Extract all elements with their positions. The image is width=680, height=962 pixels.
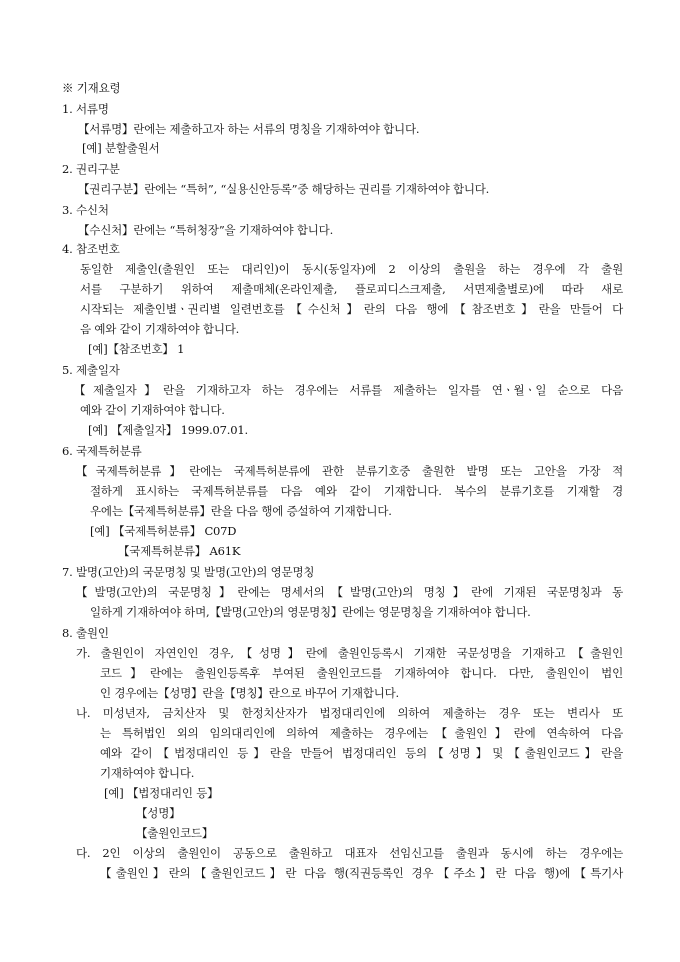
section-5-example: [예] 【제출일자】 1999.07.01.: [88, 423, 248, 437]
section-8b-text-line: 는 특허법인 외의 임의대리인에 의하여 제출하는 경우에는【출원인】란에 연속하여 다음: [100, 726, 623, 740]
section-8b-example: [예] 【법정대리인 등】: [104, 786, 219, 800]
section-4-text-line: 서를 구분하기 위하여 제출매체(온라인제출, 플로피디스크제출, 서면제출별로)에 따라 새로: [80, 282, 623, 296]
section-1-title: 1. 서류명: [62, 102, 109, 116]
section-8b-text-line: 나. 미성년자, 금치산자 및 한정치산자가 법정대리인에 의하여 제출하는 경우 또는 변리사 또: [76, 706, 623, 720]
section-8b-example: 【성명】: [136, 806, 181, 820]
section-5-title: 5. 제출일자: [62, 363, 120, 377]
section-4-example: [예]【참조번호】 1: [88, 342, 185, 356]
section-2-text: 【권리구분】란에는 “특허”, “실용신안등록”중 해당하는 권리를 기재하여야 합니다.: [78, 182, 490, 196]
section-5-text-line: 【제출일자】란을 기재하고자 하는 경우에는 서류를 제출하는 일자를 연ㆍ월ㆍ일 순으로 다음: [74, 383, 623, 397]
section-6-text-line: 절하게 표시하는 국제특허분류를 다음 예와 같이 기재합니다. 복수의 분류기호를 기재할 경: [90, 484, 623, 498]
section-8b-text-line: 예와 같이【법정대리인 등】란을 만들어 법정대리인 등의【성명】및【출원인코드】란을: [100, 746, 623, 760]
section-6-text-line: 우에는【국제특허분류】란을 다음 행에 증설하여 기재합니다.: [90, 504, 392, 518]
section-1-example: [예] 분할출원서: [82, 141, 160, 155]
section-8c-text-line: 다. 2인 이상의 출원인이 공동으로 출원하고 대표자 선임신고를 출원과 동시에 하는 경우에는: [76, 846, 623, 860]
section-3-text: 【수신처】란에는 “특허청장”을 기재하여야 합니다.: [78, 223, 334, 237]
section-4-text-line: 시작되는 제출인별ㆍ권리별 일련번호를【수신처】란의 다음 행에【참조번호】란을 만들어 다: [80, 302, 623, 316]
section-3-title: 3. 수신처: [62, 203, 109, 217]
section-7-text-line: 일하게 기재하여야 하며,【발명(고안)의 영문명칭】란에는 영문명칭을 기재하여야 합니다.: [90, 605, 531, 619]
section-6-title: 6. 국제특허분류: [62, 444, 142, 458]
section-8a-text-line: 코드】란에는 출원인등록후 부여된 출원인코드를 기재하여야 합니다. 다만, 출원인이 법인: [100, 666, 623, 680]
section-4-text-line: 음 예와 같이 기재하여야 합니다.: [80, 322, 240, 336]
section-5-text-line: 예와 같이 기재하여야 합니다.: [80, 403, 225, 417]
section-4-title: 4. 참조번호: [62, 242, 120, 256]
section-8c-text-line: 【출원인】란의【출원인코드】란 다음 행(직권등록인 경우【주소】란 다음 행)에【특기사: [100, 866, 623, 880]
section-4-text-line: 동일한 제출인(출원인 또는 대리인)이 동시(동일자)에 2 이상의 출원을 하는 경우에 각 출원: [80, 262, 623, 276]
section-1-text: 【서류명】란에는 제출하고자 하는 서류의 명칭을 기재하여야 합니다.: [78, 122, 420, 136]
section-7-text-line: 【발명(고안)의 국문명칭】란에는 명세서의【발명(고안)의 명칭】란에 기재된 국문명칭과 동: [76, 585, 623, 599]
section-8-title: 8. 출원인: [62, 626, 109, 640]
section-2-title: 2. 권리구분: [62, 162, 120, 176]
section-6-text-line: 【국제특허분류】란에는 국제특허분류에 관한 분류기호중 출원한 발명 또는 고안을 가장 적: [76, 464, 623, 478]
section-6-example: [예] 【국제특허분류】 C07D: [90, 524, 237, 538]
section-8a-text-line: 가. 출원인이 자연인인 경우,【성명】란에 출원인등록시 기재한 국문성명을 기재하고【출원인: [76, 646, 623, 660]
section-8a-text-line: 인 경우에는【성명】란을【명칭】란으로 바꾸어 기재합니다.: [100, 686, 400, 700]
notes-heading: ※ 기재요령: [62, 81, 121, 95]
section-7-title: 7. 발명(고안)의 국문명칭 및 발명(고안)의 영문명칭: [62, 565, 315, 579]
section-8b-text-line: 기재하여야 합니다.: [100, 766, 195, 780]
section-8b-example: 【출원인코드】: [136, 826, 214, 840]
section-6-example: 【국제특허분류】 A61K: [118, 544, 241, 558]
